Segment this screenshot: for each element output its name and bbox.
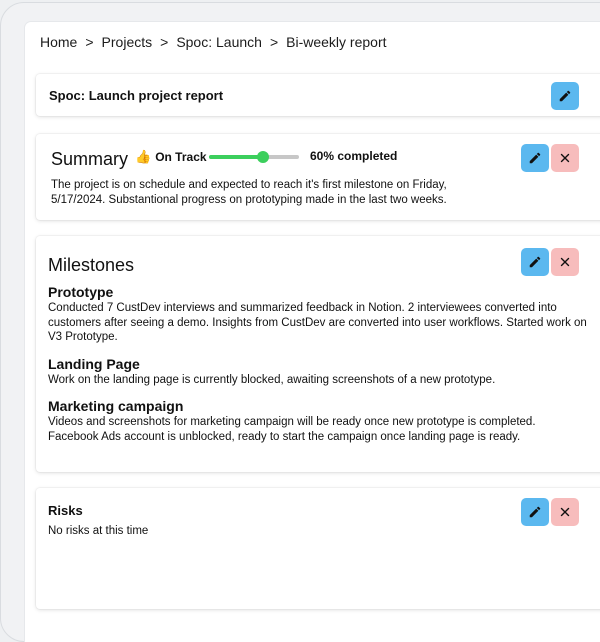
edit-risks-button[interactable]: [521, 498, 549, 526]
pencil-icon: [558, 89, 572, 103]
close-icon: [558, 505, 572, 519]
report-title-card: [36, 74, 600, 116]
edit-summary-button[interactable]: [521, 144, 549, 172]
milestone-text: Conducted 7 CustDev interviews and summarized feedback in Notion. 2 interviewees converted into customers after seeing a demo. Insights from CustDev are converted into user workflows. Started work on V3 Prototype.: [48, 302, 587, 343]
pencil-icon: [528, 151, 542, 165]
risks-heading: Risks: [48, 503, 83, 518]
status-label: On Track: [155, 150, 207, 164]
page-title: Spoc: Launch project report: [49, 88, 224, 103]
milestone-title: Marketing campaign: [48, 398, 184, 414]
progress-slider[interactable]: [209, 155, 299, 159]
milestone-text: Videos and screenshots for marketing campaign will be ready once new prototype is completed. Facebook Ads account is unblocked, ready to start the campaign once landing page is ready.: [48, 416, 536, 443]
summary-heading: Summary: [51, 149, 129, 169]
milestone-item: [48, 398, 588, 444]
close-icon: [558, 255, 572, 269]
milestone-text: Work on the landing page is currently blocked, awaiting screenshots of a new prototype.: [48, 374, 496, 386]
breadcrumb-home[interactable]: Home: [40, 34, 78, 50]
milestones-heading: Milestones: [48, 255, 135, 275]
milestone-title: Landing Page: [48, 356, 140, 372]
progress-knob[interactable]: [257, 151, 269, 163]
breadcrumb-separator: >: [269, 34, 279, 50]
breadcrumb-project[interactable]: Spoc: Launch: [176, 34, 262, 50]
pencil-icon: [528, 255, 542, 269]
breadcrumb: [40, 34, 387, 50]
close-icon: [558, 151, 572, 165]
breadcrumb-current: Bi-weekly report: [286, 34, 387, 50]
edit-title-button[interactable]: [551, 82, 579, 110]
delete-risks-button[interactable]: [551, 498, 579, 526]
breadcrumb-separator: >: [160, 34, 169, 50]
pencil-icon: [528, 505, 542, 519]
milestones-card: [36, 236, 600, 472]
milestone-item: [48, 356, 588, 388]
milestone-title: Prototype: [48, 284, 114, 300]
progress-fill: [209, 155, 263, 159]
milestone-item: [48, 284, 588, 345]
breadcrumb-separator: >: [85, 34, 94, 50]
thumbs-up-icon: 👍: [135, 149, 152, 164]
risks-text: No risks at this time: [48, 525, 149, 537]
risks-card: [36, 488, 600, 609]
status-badge: [135, 149, 207, 165]
breadcrumb-projects[interactable]: Projects: [101, 34, 153, 50]
delete-milestones-button[interactable]: [551, 248, 579, 276]
edit-milestones-button[interactable]: [521, 248, 549, 276]
delete-summary-button[interactable]: [551, 144, 579, 172]
progress-label: 60% completed: [310, 149, 398, 163]
summary-text: The project is on schedule and expected to reach it's first milestone on Friday, 5/17/2024. Substantional progress on prototyping made in the last two weeks.: [51, 179, 447, 206]
summary-card: [36, 134, 600, 220]
